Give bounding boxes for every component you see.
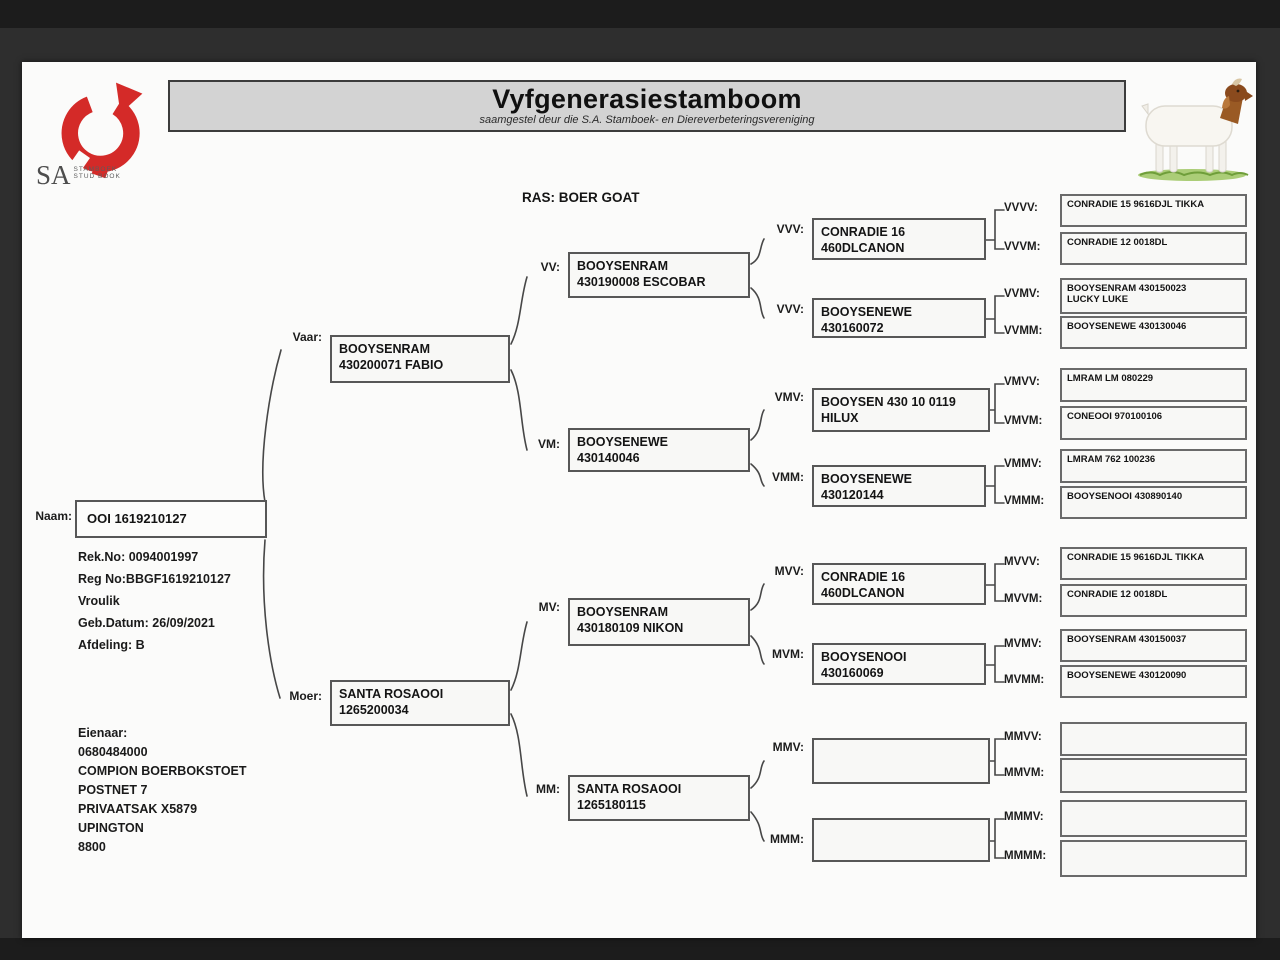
label-mm: MM: [536, 782, 560, 796]
naam-label: Naam: [35, 509, 72, 523]
label-mvvm: MVVM: [1004, 593, 1043, 605]
label-mmvm: MMVM: [1004, 767, 1045, 779]
moer-name: SANTA ROSAOOI [339, 687, 444, 701]
label-mvm: MVM: [772, 647, 804, 661]
sex: Vroulik [78, 594, 120, 608]
pedigree-box-vvmv: BOOYSENRAM 430150023 LUCKY LUKE [1060, 278, 1247, 314]
pedigree-box-vvm: BOOYSENEWE 430160072 [812, 298, 986, 338]
pedigree-box-vvvv: CONRADIE 15 9616DJL TIKKA [1060, 194, 1247, 227]
label-vvmv: VVMV: [1004, 288, 1040, 300]
label-vvm: VVV: [776, 302, 804, 316]
label-mvvv: MVVV: [1004, 556, 1040, 568]
label-vvvv: VVVV: [1004, 202, 1038, 214]
owner-postal-code: 8800 [78, 840, 106, 854]
owner-block [78, 724, 247, 857]
logo-stamboek-text: STAMBOEK [73, 166, 118, 173]
pedigree-box-vmm: BOOYSENEWE 430120144 [812, 465, 986, 507]
pedigree-box-mmvm [1060, 758, 1247, 793]
label-mvmv: MVMV: [1004, 638, 1042, 650]
label-vmv: VMV: [774, 390, 804, 404]
label-mv: MV: [538, 600, 560, 614]
pedigree-box-vaar [330, 335, 510, 383]
vaar-name: BOOYSENRAM [339, 342, 430, 356]
pedigree-box-vv: BOOYSENRAM 430190008 ESCOBAR [568, 252, 750, 298]
pedigree-box-vmv: BOOYSEN 430 10 0119 HILUX [812, 388, 990, 432]
label-moer: Moer: [289, 689, 322, 703]
owner-address-2: PRIVAATSAK X5879 [78, 802, 198, 816]
rek-no: Rek.No: 0094001997 [78, 550, 199, 564]
pedigree-box-mvm: BOOYSENOOI 430160069 [812, 643, 986, 685]
label-vv: VV: [540, 260, 560, 274]
owner-number: 0680484000 [78, 745, 148, 759]
owner-label: Eienaar: [78, 726, 128, 740]
label-mmmv: MMMV: [1004, 811, 1044, 823]
pedigree-box-vmmv: LMRAM 762 100236 [1060, 449, 1247, 483]
pedigree-box-vmvv: LMRAM LM 080229 [1060, 368, 1247, 402]
label-vaar: Vaar: [292, 330, 322, 344]
label-vvv: VVV: [776, 222, 804, 236]
label-vvvm: VVVM: [1004, 241, 1041, 253]
label-vmmm: VMMM: [1004, 495, 1045, 507]
pedigree-document [22, 62, 1256, 938]
pedigree-box-mvmv: BOOYSENRAM 430150037 [1060, 629, 1247, 662]
pedigree-box-vvvm: CONRADIE 12 0018DL [1060, 232, 1247, 265]
label-vm: VM: [538, 437, 560, 451]
subject-name-box: OOI 1619210127 [75, 500, 267, 538]
logo-sa-text: SA [36, 160, 71, 190]
label-mvmm: MVMM: [1004, 674, 1045, 686]
reg-no: Reg No:BBGF1619210127 [78, 572, 231, 586]
logo-studbook-text: STUD BOOK [73, 173, 121, 180]
owner-name: COMPION BOERBOKSTOET [78, 764, 247, 778]
pedigree-box-mvvv: CONRADIE 15 9616DJL TIKKA [1060, 547, 1247, 580]
vaar-number: 430200071 FABIO [339, 358, 444, 372]
section: Afdeling: B [78, 638, 145, 652]
label-vmvm: VMVM: [1004, 415, 1043, 427]
pedigree-box-mm: SANTA ROSAOOI 1265180115 [568, 775, 750, 821]
pedigree-box-mvmm: BOOYSENEWE 430120090 [1060, 665, 1247, 698]
pedigree-box-mmmv [1060, 800, 1247, 837]
label-mmmm: MMMM: [1004, 850, 1047, 862]
pedigree-box-mmm [812, 818, 990, 862]
pedigree-box-vmmm: BOOYSENOOI 430890140 [1060, 486, 1247, 519]
pedigree-box-vvmm: BOOYSENEWE 430130046 [1060, 316, 1247, 349]
pedigree-box-vmvm: CONEOOI 970100106 [1060, 406, 1247, 440]
letterbox-top [0, 0, 1280, 28]
label-vmm: VMM: [772, 470, 804, 484]
letterbox-bottom [0, 938, 1280, 960]
pedigree-box-mv: BOOYSENRAM 430180109 NIKON [568, 598, 750, 646]
document-title: Vyfgenerasiestamboom [492, 84, 802, 114]
pedigree-box-mvv: CONRADIE 16 460DLCANON [812, 563, 986, 605]
moer-number: 1265200034 [339, 703, 409, 717]
document-subtitle: saamgestel deur die S.A. Stamboek- en Diereverbeteringsvereniging [479, 114, 815, 126]
breed-line: RAS: BOER GOAT [522, 190, 640, 205]
title-banner [168, 80, 1126, 132]
owner-city: UPINGTON [78, 821, 144, 835]
label-vmmv: VMMV: [1004, 458, 1042, 470]
label-mmm: MMM: [770, 832, 804, 846]
pedigree-box-vm: BOOYSENEWE 430140046 [568, 428, 750, 472]
label-mmv: MMV: [772, 740, 804, 754]
subject-details [78, 546, 231, 656]
owner-address-1: POSTNET 7 [78, 783, 148, 797]
pedigree-box-mvvm: CONRADIE 12 0018DL [1060, 584, 1247, 617]
boer-goat-image [1126, 76, 1266, 186]
label-mmvv: MMVV: [1004, 731, 1042, 743]
pedigree-box-mmv [812, 738, 990, 784]
label-vmvv: VMVV: [1004, 376, 1040, 388]
pedigree-box-vvv: CONRADIE 16 460DLCANON [812, 218, 986, 260]
label-vvmm: VVMM: [1004, 325, 1043, 337]
pedigree-box-mmvv [1060, 722, 1247, 756]
sa-studbook-wordmark [36, 160, 166, 191]
birth-date: Geb.Datum: 26/09/2021 [78, 616, 215, 630]
pedigree-box-mmmm [1060, 840, 1247, 877]
label-mvv: MVV: [774, 564, 804, 578]
pedigree-box-moer [330, 680, 510, 726]
